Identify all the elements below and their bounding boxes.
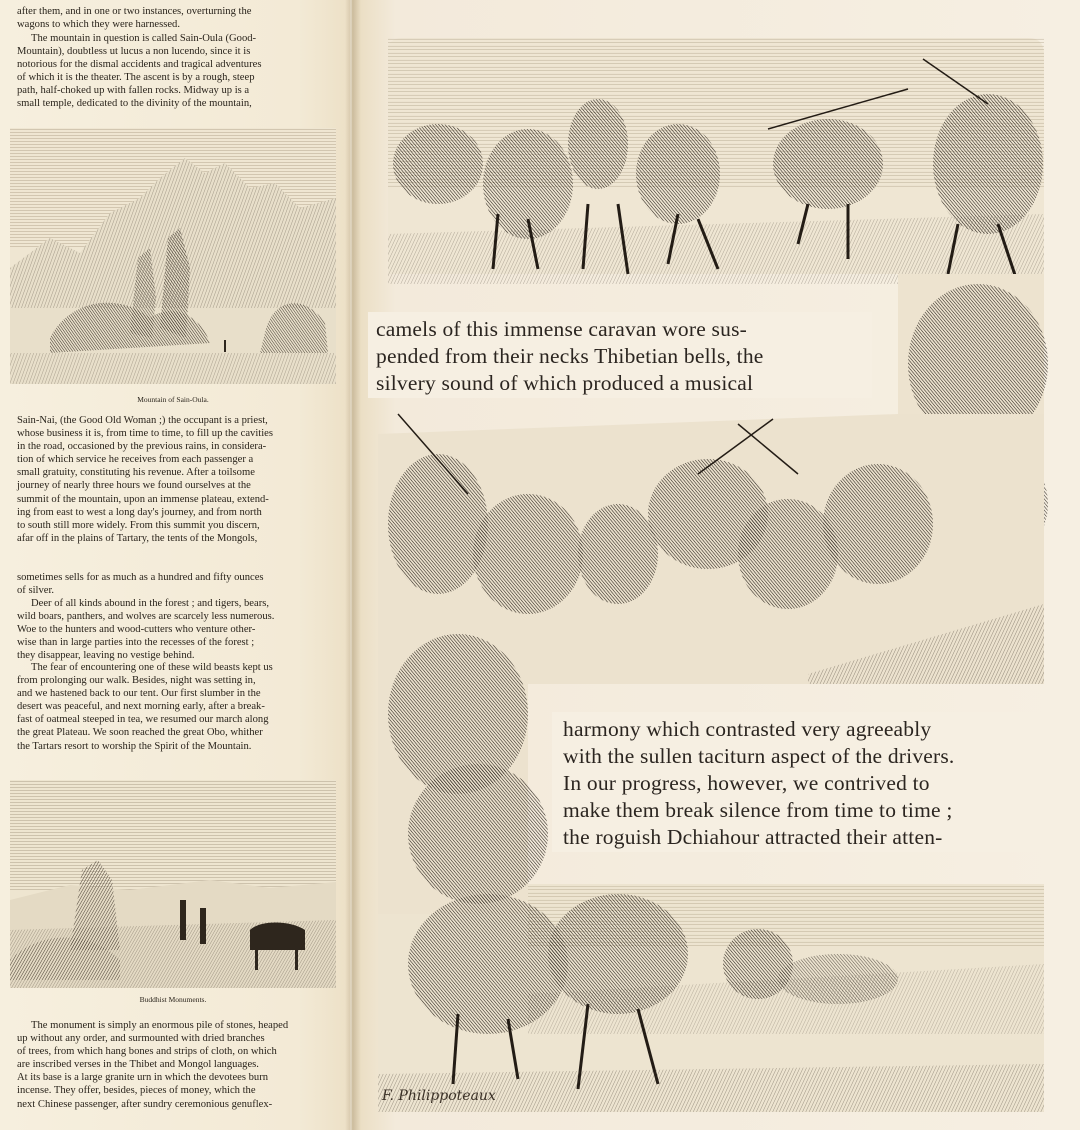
text-line: Mountain), doubtless ut lucus a non lucendo, since it is [17,46,251,58]
text-line: to south still more widely. From this summit you discern, [17,519,260,531]
text-line: Woe to the hunters and wood-cutters who venture other- [17,624,256,636]
text-line: they disappear, leaving no vestige behind. [17,650,195,662]
text-line: silvery sound of which produced a musical [376,371,754,395]
caption-mountain: Mountain of Sain-Oula. [137,395,209,404]
text-line: The mountain in question is called Sain-Oula (Good- [31,33,257,44]
text-line: after them, and in one or two instances, overturning the [17,6,252,17]
text-line: The monument is simply an enormous pile of stones, heaped [31,1020,289,1031]
text-line: wild boars, panthers, and wolves are scarcely less numerous. [17,611,275,623]
text-line: journey of nearly three hours we found ourselves at the [17,480,251,492]
text-line: notorious for the dismal accidents and tragical adventures [17,59,262,71]
text-line: wagons to which they were harnessed. [17,19,180,31]
text-line: pended from their necks Thibetian bells, the [376,344,764,368]
text-line: small temple, dedicated to the divinity of the mountain, [17,98,252,110]
text-line: ing from east to west a long day's journey, and from north [17,506,262,518]
caption-buddhist: Buddhist Monuments. [139,995,207,1004]
text-line: harmony which contrasted very agreeably [563,717,932,741]
text-line: the Tartars resort to worship the Spirit of the Mountain. [17,740,252,752]
paragraph-monument [17,1019,329,1111]
paragraph-deer [17,597,329,662]
paragraph-caravan-bells [376,316,866,397]
text-line: of silver. [17,585,55,597]
text-line: small gratuity, constituting his revenue. After a toilsome [17,467,255,479]
text-line: Sain-Nai, (the Good Old Woman ;) the occupant is a priest, [17,415,268,426]
text-line: with the sullen taciturn aspect of the drivers. [563,744,955,768]
paragraph-mountain [17,32,329,111]
text-line: The fear of encountering one of these wild beasts kept us [31,662,273,673]
text-line: At its base is a large granite urn in which the devotees burn [17,1072,269,1084]
paragraph-silver [17,571,329,597]
paragraph-sain-nai [17,414,329,545]
engraver-signature: F. Philippoteaux [382,1088,496,1104]
text-line: the roguish Dchiahour attracted their atten- [563,825,943,849]
paragraph-fear [17,661,329,753]
text-line: Deer of all kinds abound in the forest ; and tigers, bears, [31,598,269,609]
text-line: up without any order, and surmounted with dried branches [17,1033,265,1045]
caravan-engraving [378,34,1050,1116]
text-line: In our progress, however, we contrived to [563,771,930,795]
text-line: from prolonging our walk. Besides, night was setting in, [17,675,256,687]
text-line: wise than in large parties into the recesses of the forest ; [17,637,255,649]
text-line: are inscribed verses in the Thibet and Mongol languages. [17,1059,259,1071]
text-line: and we hastened back to our tent. Our first slumber in the [17,688,261,700]
text-line: of trees, from which hang bones and strips of cloth, on which [17,1046,277,1058]
mountain-engraving [10,128,336,384]
text-line: desert was peaceful, and next morning early, after a break- [17,701,265,713]
paragraph-harmony [563,716,1049,851]
buddhist-monuments-engraving [10,780,336,988]
text-line: make them break silence from time to time ; [563,798,953,822]
text-line: summit of the mountain, upon an immense plateau, extend- [17,493,269,505]
text-line: fast of oatmeal steeped in tea, we resumed our march along [17,714,269,726]
top-lines [17,5,329,31]
text-line: camels of this immense caravan wore sus- [376,317,747,341]
text-line: sometimes sells for as much as a hundred and fifty ounces [17,572,264,583]
text-line: in the road, occasioned by the previous rains, in considera- [17,441,267,453]
book-gutter [345,0,361,1130]
text-line: tion of which service he receives from each passenger a [17,454,254,466]
text-line: of which it is the theater. The ascent is by a rough, steep [17,72,255,84]
text-line: path, half-choked up with fallen rocks. Midway up is a [17,85,250,97]
text-line: afar off in the plains of Tartary, the tents of the Mongols, [17,532,258,544]
text-line: incense. They offer, besides, pieces of money, which the [17,1085,256,1097]
text-line: whose business it is, from time to time, to fill up the cavities [17,428,273,440]
text-line: next Chinese passenger, after sundry ceremonious genuflex- [17,1098,273,1110]
text-line: the great Plateau. We soon reached the great Obo, whither [17,727,263,739]
